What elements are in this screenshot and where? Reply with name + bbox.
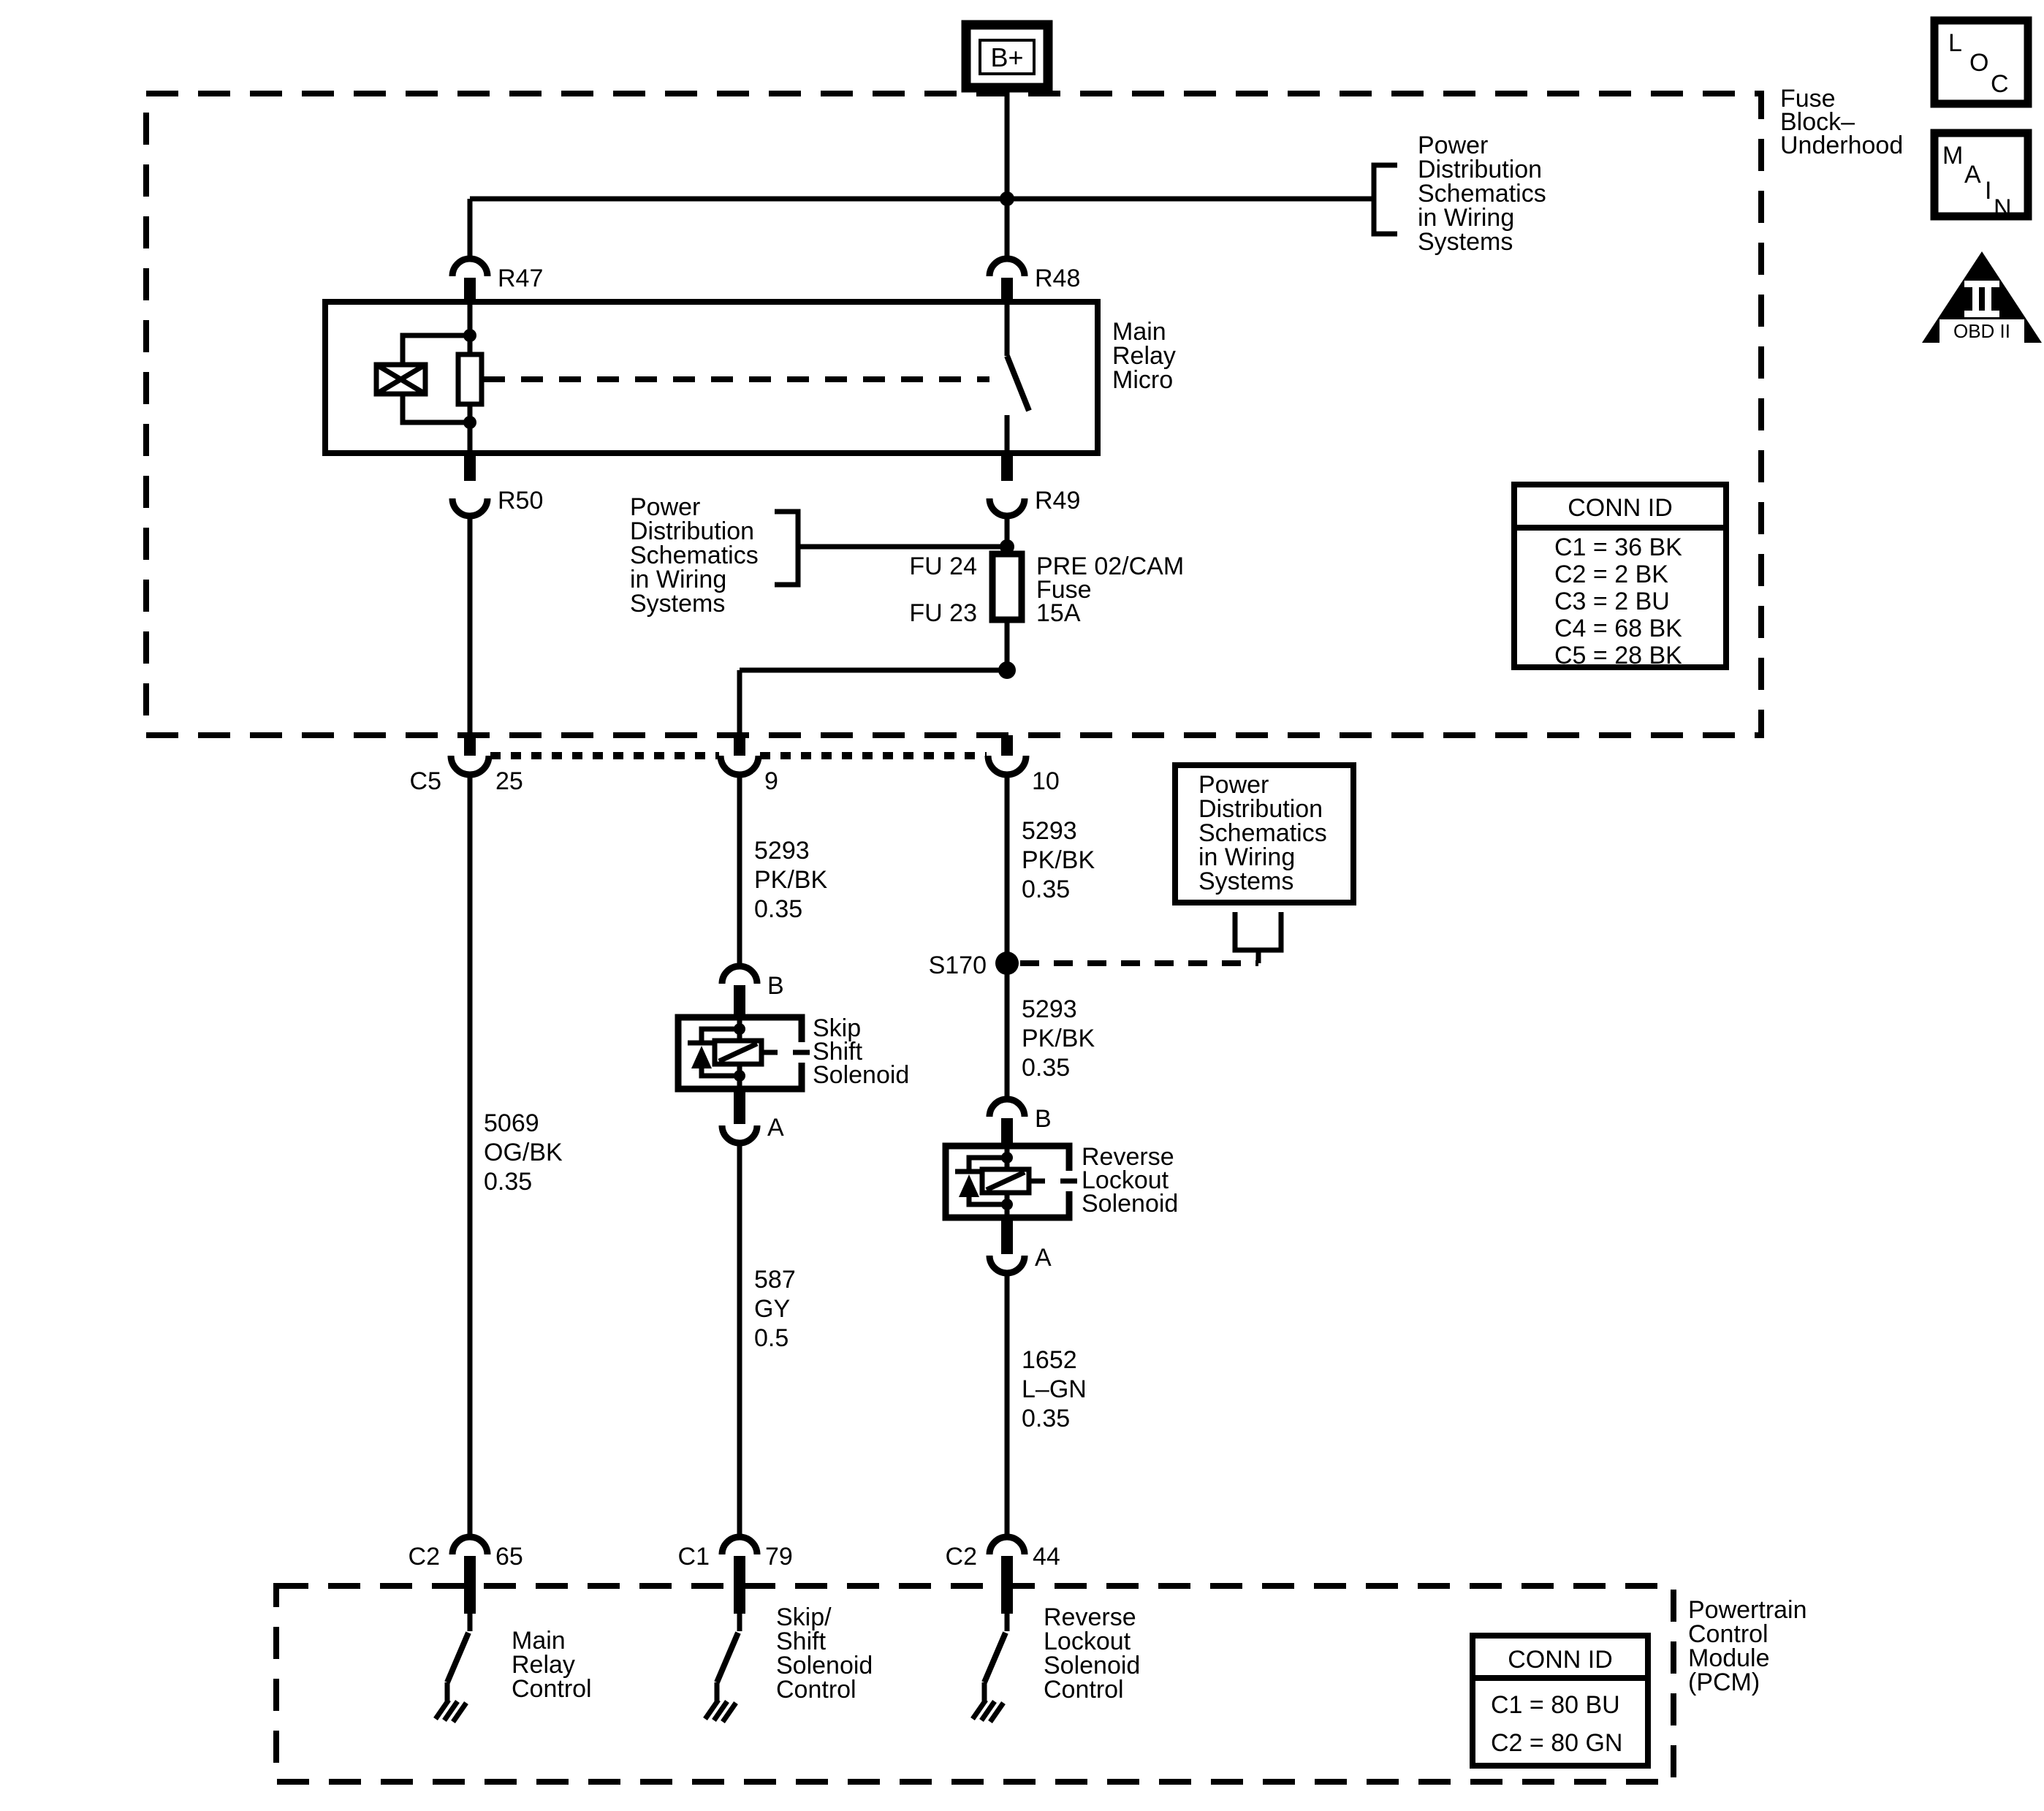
connector-pin-label: 79 [765,1543,793,1571]
wire-label-5293-below-splice [1022,995,1095,1082]
fuse-block-title-line: Fuse [1780,85,1836,113]
pcm-driver-left [436,1614,592,1722]
main-letter: N [1994,194,2012,222]
connector-arc [989,1537,1025,1554]
wire-label-line: PK/BK [1022,1025,1095,1052]
resistor-symbol [458,354,482,404]
pcm-channel-label-line: Shift [776,1628,827,1655]
pcm-channel-label-line: Solenoid [776,1652,873,1679]
power-note-line: Distribution [1198,795,1323,823]
connector-name-label: C2 [945,1543,977,1571]
pcm-channel-label-line: Lockout [1044,1628,1131,1655]
conn-id-title: CONN ID [1508,1646,1613,1674]
pcm-connector-mid [678,1537,793,1614]
junction-dot [734,1023,745,1035]
pcm-title-line: Powertrain [1688,1596,1807,1624]
connector-label: B [1035,1105,1052,1133]
connector-pin-label: 44 [1033,1543,1060,1571]
connector-arc [989,1256,1025,1273]
junction-dot [463,416,476,429]
junction-dot [1001,1199,1013,1210]
connector-name-label: C2 [408,1543,440,1571]
pcm-boundary [276,1586,1673,1782]
connector-arc [452,1537,487,1554]
connector-arc [452,259,487,276]
main-relay-micro [325,302,1176,453]
junction-dot [1001,1152,1013,1163]
pcm-channel-label-line: Main [512,1627,566,1655]
wire-label-line: 0.5 [754,1324,789,1352]
solenoid-label-line: Lockout [1082,1166,1169,1194]
battery-terminal-label: B+ [990,42,1024,72]
obd2-numeral-bar [1964,311,1999,317]
connector-label: R47 [498,265,544,292]
fuse-slot-label: FU 24 [909,553,977,580]
pcm-title-line: Control [1688,1620,1768,1648]
pcm-channel-label-line: Skip/ [776,1603,832,1631]
connector-r50 [452,453,543,516]
pcm-conn-id-table [1473,1636,1648,1766]
power-note-line: Schematics [1198,819,1327,847]
wire-label-line: 1652 [1022,1346,1077,1374]
wire-label-line: L–GN [1022,1375,1087,1403]
pcm-driver-mid [705,1603,873,1722]
solenoid-label-line: Shift [813,1038,863,1066]
connector-pin-label: 25 [495,767,523,795]
solenoid-label-line: Solenoid [813,1061,910,1089]
wire-label-5293-mid [754,837,827,923]
splice-label: S170 [928,952,987,979]
note-bracket [1235,912,1281,963]
obd2-icon [1922,251,2042,343]
wire-label-1652 [1022,1346,1087,1432]
connector-label: A [767,1114,784,1142]
loc-letter: L [1948,29,1962,57]
wire-label-line: PK/BK [1022,846,1095,874]
connector-label: R48 [1035,265,1081,292]
power-note-top [1418,132,1546,256]
wire-label-line: 0.35 [1022,876,1071,903]
power-note-mid [630,493,759,618]
connector-label: A [1035,1244,1052,1272]
relay-label-line: Micro [1112,366,1174,394]
wire-label-5293-right [1022,817,1095,903]
wire-label-line: 0.35 [484,1168,533,1196]
power-note-line: Power [1198,771,1269,799]
connector-arc [988,756,1026,775]
power-note-line: in Wiring [1198,843,1296,871]
conn-id-entry: C1 = 80 BU [1491,1691,1620,1719]
fuse-slot-label: FU 23 [909,599,977,627]
connector-arc [989,1099,1025,1117]
connector-pin-label: 65 [495,1543,523,1571]
solenoid-label-line: Reverse [1082,1143,1174,1171]
wire-label-line: 587 [754,1266,796,1294]
main-icon [1934,133,2028,222]
obd2-numeral-stem [1985,281,1991,317]
conn-id-title: CONN ID [1568,494,1673,522]
wire-label-line: 5293 [754,837,810,865]
splice-s170 [929,952,1258,979]
fuse-output-branch [740,661,1016,735]
splice-dot [995,952,1019,975]
connector-arc [722,966,757,984]
fuse-pre-o2-cam [909,553,1184,627]
solenoid-label-line: Solenoid [1082,1190,1179,1218]
connector-label: R49 [1035,487,1081,515]
connector-arc [989,259,1025,276]
obd2-label: OBD II [1953,320,2011,342]
connector-r48 [989,259,1080,302]
main-letter: A [1964,161,1981,189]
inline-connector-row [410,735,1060,795]
fuse-symbol [992,554,1022,620]
connector-pin-label: 9 [764,767,778,795]
pcm-title-line: (PCM) [1688,1668,1760,1696]
conn-id-entry: C4 = 68 BK [1554,615,1682,642]
connector-r47 [452,259,543,302]
conn-id-entry: C1 = 36 BK [1554,534,1682,561]
solenoid-label-line: Skip [813,1014,862,1042]
fuse-name-line: 15A [1036,599,1081,627]
switch-blade [1007,356,1029,411]
relay-label-line: Relay [1112,342,1176,370]
pcm-channel-label-line: Reverse [1044,1603,1136,1631]
connector-arc [722,1537,757,1554]
fuse-name-line: PRE 02/CAM [1036,553,1185,580]
off-page-bracket [1374,165,1397,234]
conn-id-entry: C3 = 2 BU [1554,588,1670,615]
power-note-line: in Wiring [1418,204,1515,232]
pcm-connector-left [409,1537,523,1614]
pcm-channel-label-line: Solenoid [1044,1652,1141,1679]
connector-pin-label: 10 [1032,767,1060,795]
connector-label: B [767,972,784,1000]
obd2-numeral-bar [1964,281,1999,287]
conn-id-entry: C5 = 28 BK [1554,642,1682,669]
connector-arc [721,756,759,775]
reverse-lockout-solenoid [946,1099,1178,1273]
pcm-channel-label-line: Control [512,1675,592,1703]
wire-label-line: GY [754,1295,791,1323]
switch-blade [447,1633,468,1682]
switch-blade [717,1633,738,1682]
connector-arc [451,756,489,775]
fuse-name-line: Fuse [1036,576,1092,604]
power-note-line: Power [630,493,701,521]
connector-name-label: C1 [677,1543,710,1571]
junction-dot [1000,191,1014,206]
connector-arc [722,1125,757,1143]
relay-label-line: Main [1112,318,1166,346]
wire-label-line: 0.35 [1022,1405,1071,1432]
loc-letter: O [1969,49,1989,77]
power-note-line: Distribution [1418,156,1543,183]
fuse-block-title-line: Block– [1780,108,1855,136]
conn-id-entry: C2 = 80 GN [1491,1729,1623,1757]
pcm-channel-label-line: Relay [512,1651,575,1679]
pcm-title-line: Module [1688,1644,1770,1672]
junction-dot [463,329,476,342]
connector-arc [989,498,1025,516]
main-letter: I [1985,177,1992,205]
obd2-numeral-stem [1972,281,1979,317]
loc-icon [1934,20,2028,104]
wire-label-line: 5293 [1022,817,1077,845]
connector-r49 [989,453,1080,516]
switch-blade [984,1633,1006,1682]
wire-label-line: PK/BK [754,866,828,894]
conn-id-entry: C2 = 2 BK [1554,561,1668,588]
main-letter: M [1942,142,1964,170]
power-note-line: Systems [630,590,726,618]
battery-terminal [966,25,1048,88]
junction-dot [734,1070,745,1082]
skip-shift-solenoid [678,966,909,1143]
pcm-connector-right [946,1537,1060,1614]
fuse-block-title-line: Underhood [1780,132,1904,159]
power-note-box [1175,765,1353,963]
wire-label-line: 0.35 [1022,1054,1071,1082]
connector-name-label: C5 [409,767,441,795]
pcm-channel-label-line: Control [776,1676,856,1704]
pcm-channel-label-line: Control [1044,1676,1124,1704]
wire-label-5069 [484,1109,563,1196]
top-distribution-wire [470,165,1397,260]
power-note-line: Systems [1198,867,1294,895]
connector-label: R50 [498,487,544,515]
power-note-line: Schematics [630,542,759,569]
wire-label-line: OG/BK [484,1139,563,1166]
power-note-line: Distribution [630,517,755,545]
off-page-bracket [775,512,798,585]
pcm-title [1688,1596,1807,1696]
wire-label-line: 5069 [484,1109,539,1137]
loc-letter: C [1991,70,2009,98]
fuse-block-title [1780,85,1903,159]
pcm-driver-right [973,1603,1140,1722]
power-note-line: Systems [1418,228,1513,256]
fuse-block-conn-id-table [1514,485,1726,669]
wire-label-line: 0.35 [754,895,803,923]
power-note-line: Power [1418,132,1489,159]
power-note-line: Schematics [1418,180,1546,208]
power-note-line: in Wiring [630,566,727,593]
connector-arc [452,498,487,516]
wire-label-587 [754,1266,796,1352]
wire-label-line: 5293 [1022,995,1077,1023]
